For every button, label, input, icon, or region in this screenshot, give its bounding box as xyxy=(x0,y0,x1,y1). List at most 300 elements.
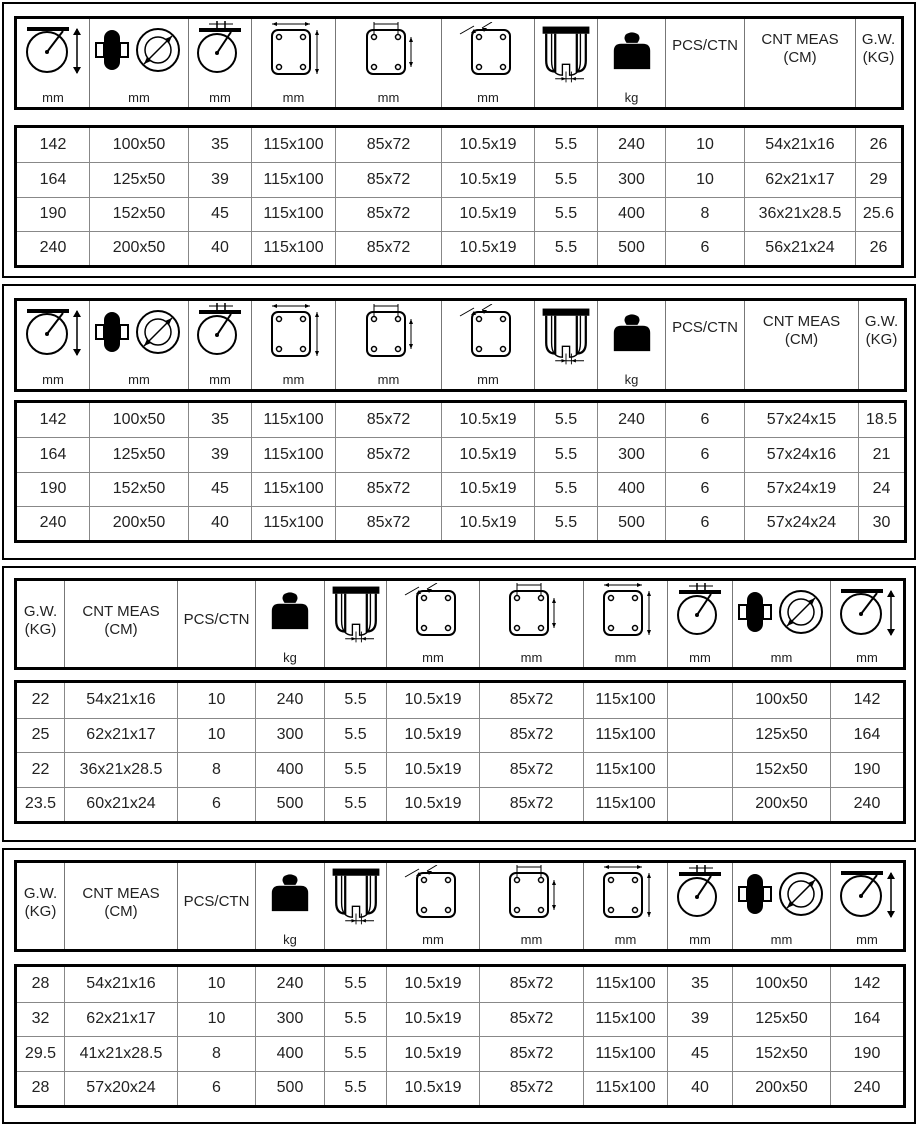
table-cell: 39 xyxy=(667,1003,732,1037)
load-weight-icon xyxy=(270,873,310,913)
plate-size-icon xyxy=(264,22,324,77)
table-cell: 500 xyxy=(255,1072,324,1106)
table-cell: 5.5 xyxy=(324,683,386,718)
unit-label: mm xyxy=(422,650,444,665)
table-cell: 10.5x19 xyxy=(386,1003,479,1037)
plate-size-icon xyxy=(596,583,656,638)
unit-label: kg xyxy=(624,372,639,387)
table-row xyxy=(17,231,901,265)
pcs-ctn-label: PCS/CTN xyxy=(672,319,738,336)
unit-label: mm xyxy=(209,90,231,105)
table-cell: 29 xyxy=(855,163,901,196)
table-cell: 400 xyxy=(597,198,665,231)
table-row xyxy=(17,787,903,822)
header-bolt-hole-spacing xyxy=(335,301,441,389)
catalog-panel-1 xyxy=(2,2,916,278)
table-cell: 40 xyxy=(667,1072,732,1106)
header-wheel-diameter xyxy=(89,19,188,107)
unit-label: mm xyxy=(128,90,150,105)
table-cell: 300 xyxy=(255,719,324,753)
table-cell: 10.5x19 xyxy=(386,1072,479,1106)
unit-label: mm xyxy=(689,650,711,665)
plate-size-icon xyxy=(596,865,656,920)
table-cell: 6 xyxy=(665,507,744,540)
table-row xyxy=(17,1071,903,1106)
wheel-diameter-icon xyxy=(737,587,827,637)
unit-label: mm xyxy=(689,932,711,947)
table-cell: 500 xyxy=(597,507,665,540)
table-cell: 100x50 xyxy=(732,967,830,1002)
table-cell: 28 xyxy=(31,1079,50,1097)
bolt-hole-spacing-icon xyxy=(359,304,419,359)
table-cell: 10.5x19 xyxy=(386,719,479,753)
load-weight-icon xyxy=(612,31,652,71)
table-cell: 142 xyxy=(830,967,903,1002)
table-cell: 6 xyxy=(665,438,744,471)
table-cell: 85x72 xyxy=(479,788,583,822)
gross-weight-label: G.W. (KG) xyxy=(23,885,58,920)
unit-label: mm xyxy=(477,372,499,387)
table-cell: 115x100 xyxy=(251,438,335,471)
table-cell: 10.5x19 xyxy=(441,163,534,196)
table-cell: 115x100 xyxy=(583,1072,667,1106)
table-cell: 5.5 xyxy=(534,232,597,265)
table-cell: 85x72 xyxy=(479,967,583,1002)
table-row xyxy=(17,718,903,753)
table-cell: 10.5x19 xyxy=(386,1037,479,1071)
unit-label: mm xyxy=(282,372,305,387)
table-cell: 25.6 xyxy=(855,198,901,231)
pcs-ctn-label: PCS/CTN xyxy=(672,37,738,54)
table-cell: 29.5 xyxy=(24,1044,57,1062)
bracket-thickness-icon xyxy=(329,865,383,927)
unit-label: mm xyxy=(770,932,793,947)
header-bolt-hole-size xyxy=(441,301,534,389)
unit-label: kg xyxy=(624,90,639,105)
table-cell: 85x72 xyxy=(479,683,583,718)
table-cell: 10 xyxy=(665,163,744,196)
table-cell: 500 xyxy=(597,232,665,265)
table-cell: 115x100 xyxy=(251,232,335,265)
table-row xyxy=(17,683,903,718)
table-cell: 10.5x19 xyxy=(441,473,534,506)
header-cnt-meas xyxy=(64,863,177,949)
header-gross-weight xyxy=(855,19,901,107)
table-cell: 5.5 xyxy=(534,507,597,540)
table-cell: 85x72 xyxy=(335,232,441,265)
table-row xyxy=(17,1036,903,1071)
table-cell: 164 xyxy=(830,719,903,753)
table-cell: 57x24x16 xyxy=(744,438,858,471)
table-cell: 45 xyxy=(188,198,251,231)
table-cell: 35 xyxy=(667,967,732,1002)
table-cell: 100x50 xyxy=(89,128,188,162)
header-wheel-diameter xyxy=(89,301,188,389)
table-cell: 200x50 xyxy=(732,1072,830,1106)
data-table-3 xyxy=(14,680,906,824)
header-bracket-thickness xyxy=(534,301,597,389)
table-cell: 10.5x19 xyxy=(441,403,534,437)
table-cell: 6 xyxy=(665,232,744,265)
cnt-meas-label: CNT MEAS (CM) xyxy=(82,603,160,638)
table-cell: 142 xyxy=(830,683,903,718)
table-cell: 125x50 xyxy=(89,163,188,196)
table-cell: 115x100 xyxy=(251,128,335,162)
header-bolt-hole-size xyxy=(441,19,534,107)
table-cell: 41x21x28.5 xyxy=(64,1037,177,1071)
table-cell: 400 xyxy=(597,473,665,506)
bolt-hole-size-icon xyxy=(458,304,518,359)
table-cell: 6 xyxy=(177,788,255,822)
table-cell: 85x72 xyxy=(335,198,441,231)
table-cell: 500 xyxy=(255,788,324,822)
table-cell: 54x21x16 xyxy=(744,128,855,162)
bracket-thickness-icon xyxy=(329,583,383,645)
table-cell: 85x72 xyxy=(335,507,441,540)
unit-label: mm xyxy=(770,650,793,665)
offset-icon xyxy=(195,303,245,358)
table-cell: 5.5 xyxy=(534,128,597,162)
table-cell: 125x50 xyxy=(732,1003,830,1037)
header-load xyxy=(255,581,324,667)
cnt-meas-label: CNT MEAS (CM) xyxy=(761,31,839,66)
table-cell: 400 xyxy=(255,753,324,787)
table-cell: 300 xyxy=(597,163,665,196)
table-cell: 5.5 xyxy=(324,1072,386,1106)
header-plate-size xyxy=(251,301,335,389)
table-row xyxy=(17,472,904,506)
table-cell: 85x72 xyxy=(335,473,441,506)
table-cell: 240 xyxy=(39,239,67,257)
table-row xyxy=(17,197,901,231)
table-cell: 35 xyxy=(188,403,251,437)
unit-label: mm xyxy=(42,372,64,387)
header-overall-height xyxy=(830,581,903,667)
table-cell: 200x50 xyxy=(732,788,830,822)
unit-label: mm xyxy=(614,932,637,947)
table-cell: 190 xyxy=(39,205,67,223)
table-cell: 100x50 xyxy=(732,683,830,718)
unit-label: mm xyxy=(856,932,878,947)
table-row xyxy=(17,128,901,162)
wheel-diameter-icon xyxy=(94,307,184,357)
table-cell: 152x50 xyxy=(732,1037,830,1071)
table-cell: 115x100 xyxy=(251,198,335,231)
table-cell: 62x21x17 xyxy=(64,719,177,753)
table-cell: 85x72 xyxy=(479,753,583,787)
gross-weight-label: G.W. (KG) xyxy=(23,603,58,638)
table-row xyxy=(17,752,903,787)
table-cell xyxy=(667,753,732,787)
table-cell: 164 xyxy=(39,170,67,188)
wheel-diameter-icon xyxy=(737,869,827,919)
table-cell: 57x24x19 xyxy=(744,473,858,506)
table-cell: 115x100 xyxy=(583,753,667,787)
table-cell xyxy=(667,683,732,718)
table-cell: 36x21x28.5 xyxy=(64,753,177,787)
bolt-hole-size-icon xyxy=(458,22,518,77)
unit-label: mm xyxy=(282,90,305,105)
table-cell: 5.5 xyxy=(324,719,386,753)
table-cell: 57x24x24 xyxy=(744,507,858,540)
table-cell: 85x72 xyxy=(335,163,441,196)
table-cell: 5.5 xyxy=(534,198,597,231)
table-cell: 190 xyxy=(39,480,67,498)
table-cell: 21 xyxy=(858,438,904,471)
header-bracket-thickness xyxy=(324,581,386,667)
table-cell: 8 xyxy=(177,1037,255,1071)
table-cell: 152x50 xyxy=(89,473,188,506)
header-plate-size xyxy=(251,19,335,107)
table-cell: 30 xyxy=(858,507,904,540)
table-cell: 85x72 xyxy=(335,438,441,471)
table-cell: 10.5x19 xyxy=(441,128,534,162)
table-cell: 240 xyxy=(830,1072,903,1106)
unit-label: mm xyxy=(377,372,400,387)
table-cell: 152x50 xyxy=(732,753,830,787)
table-cell: 6 xyxy=(665,473,744,506)
table-cell: 10.5x19 xyxy=(386,683,479,718)
unit-label: mm xyxy=(856,650,878,665)
header-overall-height xyxy=(17,19,89,107)
unit-label: mm xyxy=(520,650,543,665)
offset-icon xyxy=(675,583,725,638)
table-cell: 5.5 xyxy=(324,753,386,787)
table-row xyxy=(17,1002,903,1037)
table-cell: 23.5 xyxy=(24,795,57,813)
gross-weight-label: G.W. (KG) xyxy=(864,313,899,348)
table-cell: 8 xyxy=(177,753,255,787)
table-cell: 115x100 xyxy=(583,1003,667,1037)
table-cell: 85x72 xyxy=(479,719,583,753)
table-cell: 85x72 xyxy=(479,1072,583,1106)
table-cell: 5.5 xyxy=(534,163,597,196)
table-cell: 164 xyxy=(830,1003,903,1037)
catalog-panel-2 xyxy=(2,284,916,560)
table-cell: 100x50 xyxy=(89,403,188,437)
table-cell: 18.5 xyxy=(858,403,904,437)
table-cell: 85x72 xyxy=(479,1037,583,1071)
table-cell: 10 xyxy=(665,128,744,162)
header-pcs-ctn xyxy=(177,863,255,949)
table-cell: 10 xyxy=(177,719,255,753)
table-cell: 5.5 xyxy=(324,967,386,1002)
bracket-thickness-icon xyxy=(539,305,593,367)
overall-height-icon xyxy=(837,587,897,637)
table-row xyxy=(17,967,903,1002)
header-wheel-diameter xyxy=(732,863,830,949)
table-cell: 35 xyxy=(188,128,251,162)
table-cell: 6 xyxy=(177,1072,255,1106)
bolt-hole-size-icon xyxy=(403,583,463,638)
plate-size-icon xyxy=(264,304,324,359)
table-cell: 5.5 xyxy=(324,1037,386,1071)
table-cell: 10.5x19 xyxy=(441,438,534,471)
cnt-meas-label: CNT MEAS (CM) xyxy=(82,885,160,920)
header-gross-weight xyxy=(17,863,64,949)
table-cell: 115x100 xyxy=(583,719,667,753)
table-cell: 152x50 xyxy=(89,198,188,231)
header-load xyxy=(597,301,665,389)
data-table-1 xyxy=(14,125,904,268)
table-cell: 125x50 xyxy=(89,438,188,471)
table-cell: 6 xyxy=(665,403,744,437)
table-cell: 240 xyxy=(39,514,67,532)
header-bracket-thickness xyxy=(324,863,386,949)
table-cell: 36x21x28.5 xyxy=(744,198,855,231)
table-cell: 10.5x19 xyxy=(441,507,534,540)
table-cell: 5.5 xyxy=(324,788,386,822)
table-cell: 115x100 xyxy=(251,473,335,506)
header-cnt-meas xyxy=(744,301,858,389)
overall-height-icon xyxy=(23,25,83,75)
header-bolt-hole-spacing xyxy=(479,581,583,667)
table-row xyxy=(17,403,904,437)
header-bolt-hole-size xyxy=(386,863,479,949)
table-cell: 115x100 xyxy=(251,403,335,437)
table-cell: 54x21x16 xyxy=(64,683,177,718)
table-cell: 22 xyxy=(31,691,50,709)
table-cell: 240 xyxy=(830,788,903,822)
load-weight-icon xyxy=(270,591,310,631)
header-bolt-hole-size xyxy=(386,581,479,667)
header-gross-weight xyxy=(17,581,64,667)
overall-height-icon xyxy=(837,869,897,919)
table-cell: 200x50 xyxy=(89,507,188,540)
table-cell: 26 xyxy=(855,128,901,162)
table-cell: 164 xyxy=(39,445,67,463)
table-row xyxy=(17,162,901,196)
table-cell: 125x50 xyxy=(732,719,830,753)
header-offset xyxy=(667,863,732,949)
table-cell: 62x21x17 xyxy=(744,163,855,196)
table-cell: 85x72 xyxy=(335,403,441,437)
table-cell: 39 xyxy=(188,438,251,471)
table-cell: 115x100 xyxy=(251,507,335,540)
load-weight-icon xyxy=(612,313,652,353)
header-load xyxy=(255,863,324,949)
unit-label: mm xyxy=(422,932,444,947)
header-offset xyxy=(188,19,251,107)
table-cell: 142 xyxy=(39,411,67,429)
table-cell: 57x20x24 xyxy=(64,1072,177,1106)
table-cell: 240 xyxy=(597,403,665,437)
unit-label: mm xyxy=(377,90,400,105)
header-offset xyxy=(188,301,251,389)
table-cell: 10 xyxy=(177,683,255,718)
header-plate-size xyxy=(583,581,667,667)
table-cell: 5.5 xyxy=(534,473,597,506)
bolt-hole-spacing-icon xyxy=(502,865,562,920)
table-cell: 240 xyxy=(255,967,324,1002)
table-cell: 240 xyxy=(597,128,665,162)
table-cell xyxy=(667,719,732,753)
table-cell: 115x100 xyxy=(583,683,667,718)
table-cell: 10.5x19 xyxy=(441,198,534,231)
table-cell: 10.5x19 xyxy=(441,232,534,265)
table-cell: 32 xyxy=(31,1010,50,1028)
header-load xyxy=(597,19,665,107)
header-cnt-meas xyxy=(744,19,855,107)
table-cell: 57x24x15 xyxy=(744,403,858,437)
table-cell: 24 xyxy=(858,473,904,506)
unit-label: kg xyxy=(283,650,297,665)
table-cell: 40 xyxy=(188,507,251,540)
offset-icon xyxy=(195,21,245,76)
catalog-panel-3 xyxy=(2,566,916,842)
data-table-4 xyxy=(14,964,906,1108)
table-cell: 62x21x17 xyxy=(64,1003,177,1037)
header-gross-weight xyxy=(858,301,904,389)
table-row xyxy=(17,506,904,540)
unit-label: mm xyxy=(128,372,150,387)
table-cell: 25 xyxy=(31,726,50,744)
table-cell: 142 xyxy=(39,136,67,154)
table-cell: 22 xyxy=(31,760,50,778)
table-cell: 400 xyxy=(255,1037,324,1071)
table-cell: 190 xyxy=(830,753,903,787)
table-cell: 40 xyxy=(188,232,251,265)
unit-label: mm xyxy=(209,372,231,387)
table-cell: 115x100 xyxy=(583,788,667,822)
bolt-hole-size-icon xyxy=(403,865,463,920)
header-band xyxy=(14,298,907,392)
catalog-panel-4 xyxy=(2,848,916,1124)
data-table-2 xyxy=(14,400,907,543)
table-cell: 85x72 xyxy=(335,128,441,162)
header-overall-height xyxy=(830,863,903,949)
header-bolt-hole-spacing xyxy=(335,19,441,107)
table-cell: 115x100 xyxy=(251,163,335,196)
header-overall-height xyxy=(17,301,89,389)
offset-icon xyxy=(675,865,725,920)
table-cell xyxy=(667,788,732,822)
pcs-ctn-label: PCS/CTN xyxy=(183,611,250,628)
header-plate-size xyxy=(583,863,667,949)
table-cell: 115x100 xyxy=(583,1037,667,1071)
table-cell: 45 xyxy=(667,1037,732,1071)
unit-label: mm xyxy=(477,90,499,105)
header-cnt-meas xyxy=(64,581,177,667)
table-row xyxy=(17,437,904,471)
table-cell: 56x21x24 xyxy=(744,232,855,265)
header-band xyxy=(14,578,906,670)
header-bracket-thickness xyxy=(534,19,597,107)
table-cell: 26 xyxy=(855,232,901,265)
table-cell: 45 xyxy=(188,473,251,506)
table-cell: 28 xyxy=(31,975,50,993)
gross-weight-label: G.W. (KG) xyxy=(861,31,896,66)
header-band xyxy=(14,16,904,110)
table-cell: 10.5x19 xyxy=(386,788,479,822)
pcs-ctn-label: PCS/CTN xyxy=(183,893,250,910)
header-pcs-ctn xyxy=(177,581,255,667)
unit-label: mm xyxy=(614,650,637,665)
bracket-thickness-icon xyxy=(539,23,593,85)
header-bolt-hole-spacing xyxy=(479,863,583,949)
table-cell: 240 xyxy=(255,683,324,718)
table-cell: 10 xyxy=(177,1003,255,1037)
header-band xyxy=(14,860,906,952)
table-cell: 10 xyxy=(177,967,255,1002)
header-pcs-ctn xyxy=(665,19,744,107)
table-cell: 8 xyxy=(665,198,744,231)
unit-label: kg xyxy=(283,932,297,947)
unit-label: mm xyxy=(520,932,543,947)
table-cell: 200x50 xyxy=(89,232,188,265)
table-cell: 5.5 xyxy=(534,403,597,437)
table-cell: 60x21x24 xyxy=(64,788,177,822)
